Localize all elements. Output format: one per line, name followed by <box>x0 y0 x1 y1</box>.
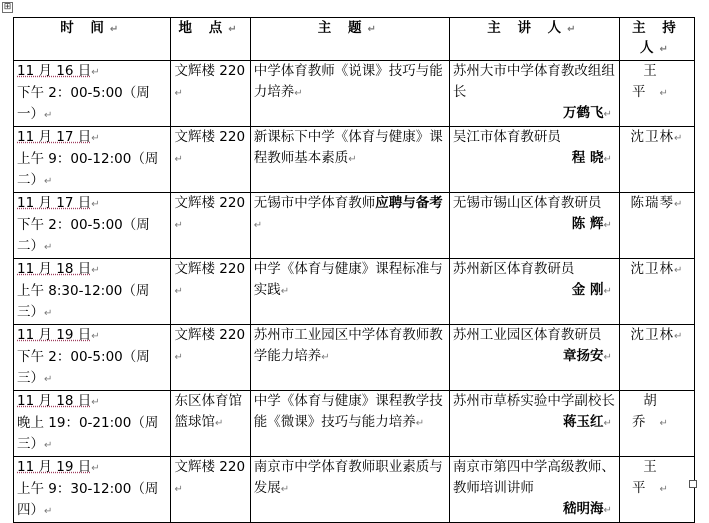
table-row <box>14 61 695 127</box>
place-text: 文辉楼 220 <box>174 129 246 145</box>
para-mark: ↵ <box>174 88 183 99</box>
place-text: 文辉楼 220 <box>174 459 246 475</box>
date-text: 11 月 18 日 <box>17 261 92 277</box>
para-mark: ↵ <box>603 418 612 429</box>
para-mark: ↵ <box>44 242 53 253</box>
speaker-name <box>453 148 616 170</box>
host-cell[interactable] <box>619 391 694 457</box>
header-speaker[interactable] <box>449 18 619 61</box>
speaker-title: 苏州市草桥实验中学副校长 <box>452 393 615 409</box>
schedule-table <box>13 17 695 523</box>
time-text: 上午 9：30-12:00（周 <box>17 481 159 497</box>
topic-text: 苏州市工业园区中学体育教师教学能力培养 <box>253 327 443 364</box>
speaker-name-text: 金 刚 <box>571 282 604 298</box>
place-cell[interactable] <box>171 391 250 457</box>
time-text: 下午 2：00-5:00（周 <box>17 217 150 233</box>
para-mark: ↵ <box>674 331 684 342</box>
speaker-name-text: 嵇明海 <box>563 501 604 517</box>
weekday-text: 三） <box>17 370 44 386</box>
table-move-handle[interactable]: ⊞ <box>3 2 12 12</box>
para-mark: ↵ <box>348 154 357 165</box>
host-text: 王 平 <box>632 459 671 496</box>
speaker-name-text: 陈 辉 <box>571 216 604 232</box>
time-cell[interactable] <box>14 325 171 391</box>
para-mark: ↵ <box>674 199 684 210</box>
speaker-title: 南京市第四中学高级教师、教师培训讲师 <box>452 459 615 496</box>
topic-text-bold: 应聘与备考 <box>375 195 443 211</box>
host-text: 沈卫林 <box>630 129 674 145</box>
para-mark: ↵ <box>659 484 682 495</box>
date-text: 11 月 17 日 <box>17 195 92 211</box>
header-topic-label: 主 题 <box>317 20 368 36</box>
time-text: 下午 2：00-5:00（周 <box>17 349 150 365</box>
speaker-cell[interactable] <box>449 193 619 259</box>
place-text: 文辉楼 220 <box>174 63 246 79</box>
speaker-title: 苏州工业园区体育教研员 <box>452 327 602 343</box>
para-mark: ↵ <box>415 418 425 429</box>
para-mark: ↵ <box>44 440 53 451</box>
host-cell[interactable] <box>619 457 694 523</box>
header-row <box>14 18 695 61</box>
speaker-name-text: 万鹤飞 <box>563 105 604 121</box>
time-text: 上午 8:30-12:00（周 <box>17 283 150 299</box>
header-topic[interactable] <box>250 18 449 61</box>
para-mark: ↵ <box>280 484 290 495</box>
place-text: 东区体育馆 篮球馆 <box>174 393 242 430</box>
para-mark: ↵ <box>174 220 183 231</box>
host-cell[interactable] <box>619 193 694 259</box>
para-mark: ↵ <box>603 109 612 120</box>
speaker-cell[interactable] <box>449 325 619 391</box>
host-cell[interactable] <box>619 61 694 127</box>
place-text: 文辉楼 220 <box>174 327 246 343</box>
topic-text: 南京市中学体育教师职业素质与发展 <box>253 459 443 496</box>
para-mark: ↵ <box>659 418 682 429</box>
topic-cell[interactable] <box>250 61 449 127</box>
para-mark: ↵ <box>44 176 53 187</box>
host-text: 胡 乔 <box>632 393 671 430</box>
para-mark: ↵ <box>174 352 183 363</box>
date-text: 11 月 17 日 <box>17 129 92 145</box>
para-mark: ↵ <box>91 265 100 276</box>
topic-cell[interactable] <box>250 127 449 193</box>
time-text: 下午 2：00-5:00（周 <box>17 85 150 101</box>
date-text: 11 月 18 日 <box>17 393 92 409</box>
topic-cell[interactable] <box>250 391 449 457</box>
para-mark: ↵ <box>674 265 684 276</box>
date-text: 11 月 19 日 <box>17 327 92 343</box>
weekday-text: 二） <box>17 238 44 254</box>
speaker-name-text: 蒋玉红 <box>563 414 604 430</box>
table-row <box>14 193 695 259</box>
para-mark: ↵ <box>603 286 612 297</box>
para-mark: ↵ <box>321 352 330 363</box>
host-text: 沈卫林 <box>630 327 674 343</box>
para-mark: ↵ <box>91 67 100 78</box>
para-mark: ↵ <box>603 220 612 231</box>
para-mark: ↵ <box>674 133 684 144</box>
speaker-name <box>453 214 616 236</box>
place-cell[interactable] <box>171 193 250 259</box>
para-mark: ↵ <box>44 506 53 517</box>
para-mark: ↵ <box>174 154 183 165</box>
host-cell[interactable] <box>619 259 694 325</box>
para-mark: ↵ <box>44 110 53 121</box>
para-mark: ↵ <box>214 418 224 429</box>
topic-text: 中学体育教师《说课》技巧与能力培养 <box>253 63 443 100</box>
host-cell[interactable] <box>619 127 694 193</box>
header-time[interactable] <box>14 18 171 61</box>
para-mark: ↵ <box>44 308 53 319</box>
topic-text: 无锡市中学体育教师 <box>253 195 376 211</box>
time-text: 上午 9：00-12:00（周 <box>17 151 159 167</box>
topic-text: 中学《体育与健康》课程教学技能《微课》技巧与能力培养 <box>253 393 443 430</box>
weekday-text: 三） <box>17 436 44 452</box>
header-place-label: 地 点 <box>178 20 229 36</box>
para-mark: ↵ <box>174 484 183 495</box>
speaker-name <box>453 412 616 434</box>
para-mark: ↵ <box>174 286 183 297</box>
topic-cell[interactable] <box>250 457 449 523</box>
para-mark: ↵ <box>367 24 382 35</box>
topic-cell[interactable] <box>250 259 449 325</box>
header-host[interactable] <box>619 18 694 61</box>
topic-text: 新课标下中学《体育与健康》课程教师基本素质 <box>253 129 443 166</box>
para-mark: ↵ <box>91 199 100 210</box>
para-mark: ↵ <box>280 286 290 297</box>
table-row <box>14 391 695 457</box>
table-row <box>14 127 695 193</box>
weekday-text: 三） <box>17 304 44 320</box>
para-mark: ↵ <box>253 220 263 231</box>
place-cell[interactable] <box>171 127 250 193</box>
para-mark: ↵ <box>603 505 612 516</box>
host-text: 陈瑞琴 <box>630 195 674 211</box>
time-text: 晚上 19：0-21:00（周 <box>17 415 159 431</box>
place-text: 文辉楼 220 <box>174 261 246 277</box>
para-mark: ↵ <box>603 154 612 165</box>
speaker-cell[interactable] <box>449 259 619 325</box>
speaker-title: 苏州新区体育教研员 <box>452 261 575 277</box>
time-cell[interactable] <box>14 127 171 193</box>
host-text: 沈卫林 <box>630 261 674 277</box>
time-cell[interactable] <box>14 391 171 457</box>
speaker-title: 无锡市锡山区体育教研员 <box>452 195 602 211</box>
speaker-name-text: 章扬安 <box>563 348 604 364</box>
speaker-name <box>453 280 616 302</box>
speaker-name <box>453 103 616 125</box>
para-mark: ↵ <box>228 24 243 35</box>
para-mark: ↵ <box>44 374 53 385</box>
time-cell[interactable] <box>14 61 171 127</box>
topic-text: 中学《体育与健康》课程标准与实践 <box>253 261 443 298</box>
place-cell[interactable] <box>171 325 250 391</box>
speaker-cell[interactable] <box>449 457 619 523</box>
topic-cell[interactable] <box>250 193 449 259</box>
topic-cell[interactable] <box>250 325 449 391</box>
place-cell[interactable] <box>171 457 250 523</box>
speaker-cell[interactable] <box>449 61 619 127</box>
para-mark: ↵ <box>659 44 674 55</box>
speaker-name <box>453 499 616 521</box>
header-place[interactable] <box>171 18 250 61</box>
table-row <box>14 259 695 325</box>
para-mark: ↵ <box>603 352 612 363</box>
time-cell[interactable] <box>14 259 171 325</box>
speaker-name-text: 程 晓 <box>571 150 604 166</box>
time-cell[interactable] <box>14 193 171 259</box>
para-mark: ↵ <box>294 88 303 99</box>
header-speaker-label: 主 讲 人 <box>487 20 568 36</box>
table-resize-handle[interactable] <box>689 480 697 488</box>
host-cell[interactable] <box>619 325 694 391</box>
speaker-cell[interactable] <box>449 127 619 193</box>
table-row <box>14 457 695 523</box>
header-time-label: 时 间 <box>60 20 110 36</box>
para-mark: ↵ <box>91 463 100 474</box>
para-mark: ↵ <box>659 88 682 99</box>
date-text: 11 月 16 日 <box>17 63 92 79</box>
host-text: 王 平 <box>632 63 671 100</box>
para-mark: ↵ <box>91 397 100 408</box>
header-host-label: 主 持 人 <box>632 20 682 56</box>
weekday-text: 二） <box>17 172 44 188</box>
speaker-title: 吴江市体育教研员 <box>452 129 561 145</box>
para-mark: ↵ <box>91 331 100 342</box>
place-cell[interactable] <box>171 61 250 127</box>
place-text: 文辉楼 220 <box>174 195 246 211</box>
time-cell[interactable] <box>14 457 171 523</box>
place-cell[interactable] <box>171 259 250 325</box>
speaker-name <box>453 346 616 368</box>
para-mark: ↵ <box>109 24 125 35</box>
para-mark: ↵ <box>91 133 100 144</box>
weekday-text: 一） <box>17 106 44 122</box>
speaker-title: 苏州大市中学体育教改组组长 <box>452 63 615 100</box>
table-row <box>14 325 695 391</box>
date-text: 11 月 19 日 <box>17 459 92 475</box>
speaker-cell[interactable] <box>449 391 619 457</box>
weekday-text: 四） <box>17 502 44 518</box>
para-mark: ↵ <box>567 24 582 35</box>
